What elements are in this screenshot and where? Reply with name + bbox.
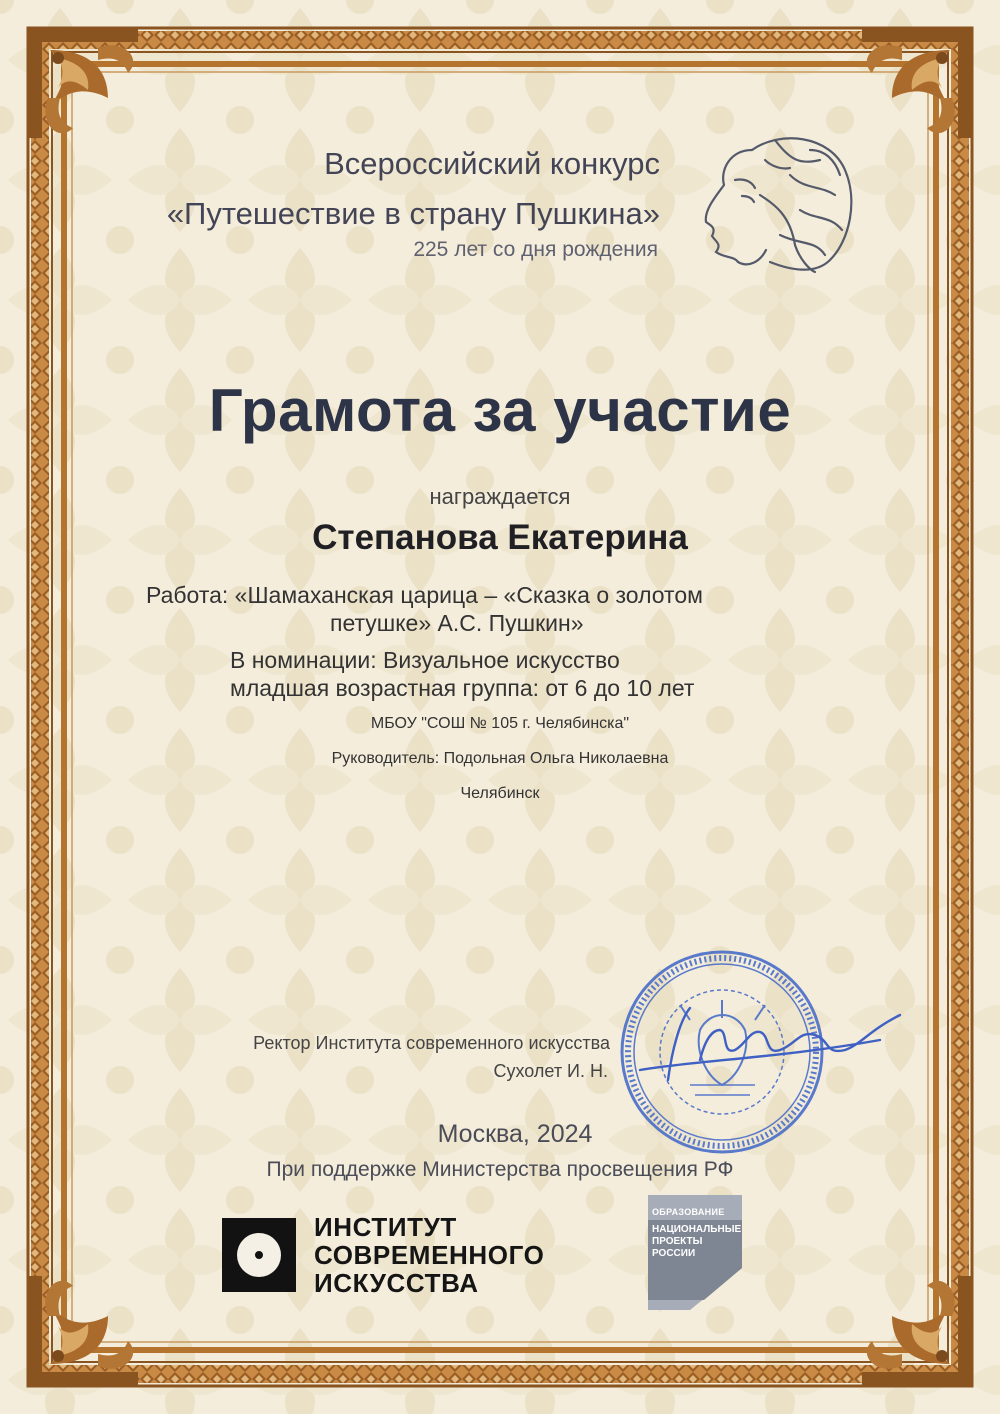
school-name: МБОУ "СОШ № 105 г. Челябинска" bbox=[370, 715, 630, 732]
anniversary-subtitle: 225 лет со дня рождения bbox=[413, 238, 658, 261]
np-logo-label: ОБРАЗОВАНИЕ bbox=[652, 1207, 725, 1217]
contest-name: «Путешествие в страну Пушкина» bbox=[166, 196, 660, 231]
nomination-line-1: В номинации: Визуальное искусство bbox=[230, 647, 620, 673]
np-logo-line-1: НАЦИОНАЛЬНЫЕ bbox=[652, 1224, 742, 1235]
recipient-name: Степанова Екатерина bbox=[312, 518, 688, 557]
rector-title: Ректор Института современного искусства bbox=[253, 1033, 610, 1053]
recipient-city: Челябинск bbox=[460, 785, 540, 802]
awarded-label: награждается bbox=[429, 484, 571, 509]
institute-logo-icon bbox=[222, 1218, 296, 1292]
place-date: Москва, 2024 bbox=[437, 1120, 593, 1148]
certificate-title: Грамота за участие bbox=[208, 377, 792, 444]
np-logo-line-3: РОССИИ bbox=[652, 1248, 696, 1259]
nomination-line-2: младшая возрастная группа: от 6 до 10 лет bbox=[230, 675, 695, 701]
work-title-line-2: петушке» А.С. Пушкин» bbox=[330, 610, 584, 636]
contest-title: Всероссийский конкурс bbox=[324, 146, 660, 181]
rector-name: Сухолет И. Н. bbox=[493, 1061, 608, 1081]
institute-logo-line-2: СОВРЕМЕННОГО bbox=[314, 1240, 545, 1270]
institute-logo-line-3: ИСКУССТВА bbox=[314, 1268, 479, 1298]
np-logo-line-2: ПРОЕКТЫ bbox=[652, 1236, 703, 1247]
support-line: При поддержке Министерства просвещения РФ bbox=[266, 1158, 734, 1181]
work-title-line-1: Работа: «Шамаханская царица – «Сказка о золотом bbox=[146, 582, 703, 608]
supervisor-name: Руководитель: Подольная Ольга Николаевна bbox=[331, 750, 669, 767]
institute-logo-line-1: ИНСТИТУТ bbox=[314, 1212, 457, 1242]
